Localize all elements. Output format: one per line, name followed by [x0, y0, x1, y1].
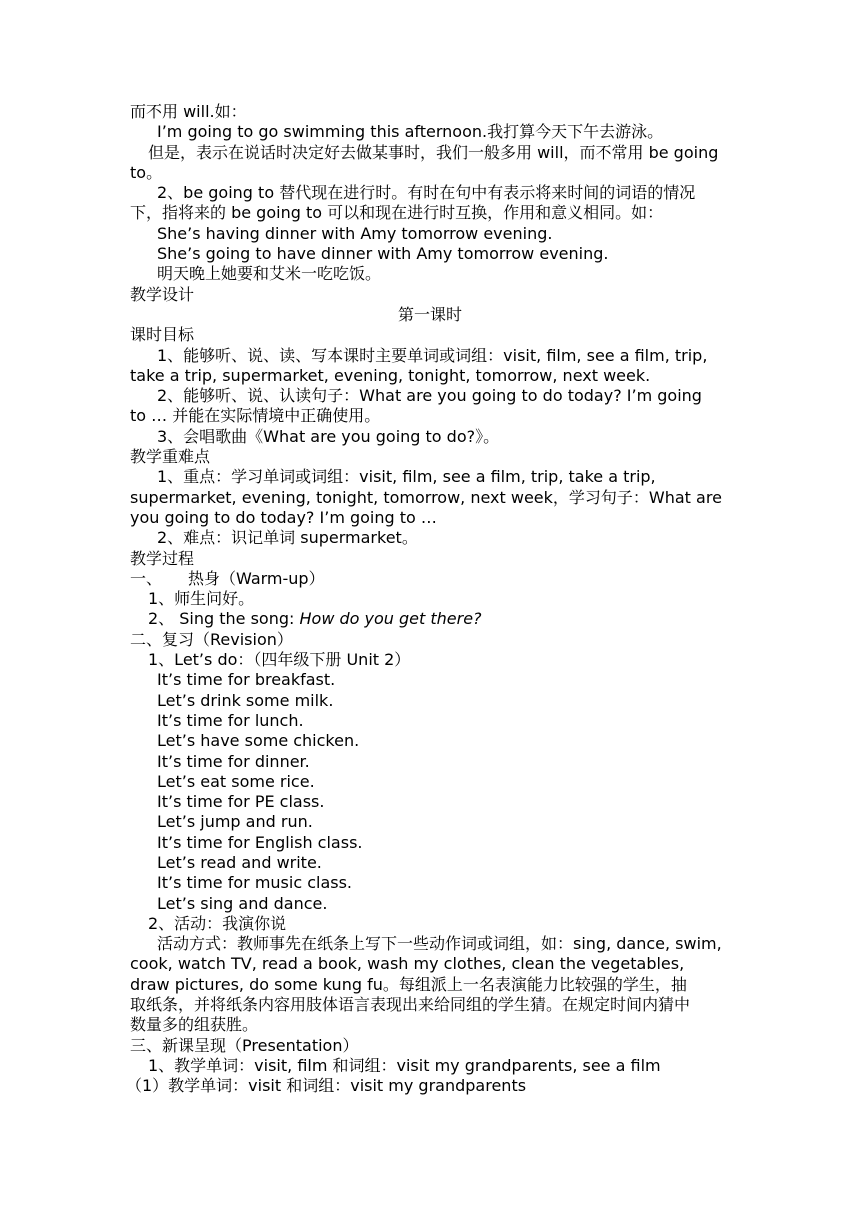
- step-item: 1、教学单词：visit, film 和词组：visit my grandparents, see a film: [148, 1055, 661, 1075]
- section-heading: 教学重难点: [130, 447, 211, 467]
- step-number: 一、: [130, 568, 163, 588]
- document-page: [126, 102, 730, 1097]
- text-line: 取纸条，并将纸条内容用肢体语言表现出来给同组的学生猜。在规定时间内猜中: [130, 995, 691, 1015]
- example-sentence: She’s having dinner with Amy tomorrow evening.: [157, 223, 553, 243]
- chant-line: Let’s eat some rice.: [157, 771, 315, 791]
- chant-line: It’s time for lunch.: [157, 710, 304, 730]
- step-item: 1、师生问好。: [148, 589, 255, 609]
- chant-line: It’s time for PE class.: [157, 792, 325, 812]
- text-line: cook, watch TV, read a book, wash my clothes, clean the vegetables,: [130, 954, 685, 974]
- step-title: 热身（Warm-up）: [188, 568, 325, 588]
- objective-item: 2、能够听、说、认读句子：What are you going to do today? I’m going: [157, 386, 702, 406]
- translation-line: 明天晚上她要和艾米一吃吃饭。: [157, 264, 382, 284]
- text-line: you going to do today? I’m going to …: [130, 507, 437, 527]
- step-item: 2、活动：我演你说: [148, 913, 287, 933]
- chant-line: Let’s have some chicken.: [157, 731, 360, 751]
- text-line: to。: [130, 162, 163, 182]
- step-item: 1、Let’s do：（四年级下册 Unit 2）: [148, 650, 411, 670]
- chant-line: Let’s sing and dance.: [157, 893, 328, 913]
- step-item-label: 2、 Sing the song:: [148, 609, 300, 629]
- text-line: draw pictures, do some kung fu。每组派上一名表演能力比较强的学生，抽: [130, 974, 687, 994]
- chant-line: Let’s read and write.: [157, 852, 322, 872]
- text-line: take a trip, supermarket, evening, tonight, tomorrow, next week.: [130, 365, 651, 385]
- text-line: 而不用 will.如：: [130, 102, 247, 121]
- chant-line: It’s time for dinner.: [157, 751, 310, 771]
- chant-line: It’s time for music class.: [157, 873, 353, 893]
- objective-item: 3、会唱歌曲《What are you going to do?》。: [157, 426, 500, 446]
- text-line: 下，指将来的 be going to 可以和现在进行时互换，作用和意义相同。如：: [130, 203, 664, 223]
- section-heading: 教学设计: [130, 284, 195, 304]
- text-line: 2、be going to 替代现在进行时。有时在句中有表示将来时间的词语的情况: [157, 183, 696, 203]
- activity-description: 活动方式：教师事先在纸条上写下一些动作词或词组，如：sing, dance, swim,: [157, 934, 722, 954]
- section-heading: 课时目标: [130, 325, 195, 345]
- text-line: 但是，表示在说话时决定好去做某事时，我们一般多用 will，而不常用 be going: [148, 142, 719, 162]
- chant-line: Let’s drink some milk.: [157, 690, 334, 710]
- text-line: supermarket, evening, tonight, tomorrow, next week，学习句子：What are: [130, 487, 722, 507]
- example-sentence: She’s going to have dinner with Amy tomorrow evening.: [157, 244, 609, 264]
- step-heading: 二、复习（Revision）: [130, 629, 293, 649]
- section-heading: 教学过程: [130, 548, 195, 568]
- objective-item: 1、能够听、说、读、写本课时主要单词或词组：visit, film, see a film, trip,: [157, 345, 708, 365]
- lesson-title: 第一课时: [397, 304, 462, 324]
- text-line: to … 并能在实际情境中正确使用。: [130, 406, 381, 426]
- key-point-item: 2、难点：识记单词 supermarket。: [157, 528, 418, 548]
- sub-step-item: （1）教学单词：visit 和词组：visit my grandparents: [126, 1076, 527, 1096]
- example-sentence: I’m going to go swimming this afternoon.我打算今天下午去游泳。: [157, 122, 664, 142]
- chant-line: It’s time for English class.: [157, 832, 363, 852]
- text-line: 数量多的组获胜。: [130, 1015, 259, 1035]
- step-item: [130, 609, 730, 629]
- key-point-item: 1、重点：学习单词或词组：visit, film, see a film, trip, take a trip,: [157, 467, 656, 487]
- step-heading: 三、新课呈现（Presentation）: [130, 1035, 359, 1055]
- chant-line: Let’s jump and run.: [157, 812, 313, 832]
- song-title: How do you get there?: [299, 609, 482, 629]
- chant-line: It’s time for breakfast.: [157, 670, 336, 690]
- step-heading: [130, 569, 730, 589]
